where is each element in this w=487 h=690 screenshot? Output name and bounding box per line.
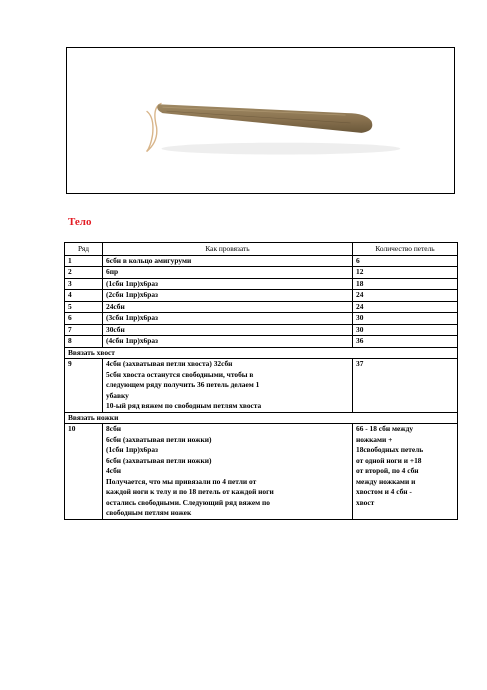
table-row <box>65 336 458 348</box>
row-count: 37 <box>353 359 458 413</box>
row-instruction: 30сбн <box>103 324 353 336</box>
row-number: 8 <box>65 336 103 348</box>
header-row: Ряд <box>65 243 103 256</box>
count-line: хвост <box>356 497 375 507</box>
count-line: хвостом и 4 сбн - <box>356 487 412 497</box>
row-count: 24 <box>353 290 458 302</box>
crochet-body-photo <box>66 47 455 194</box>
table-row <box>65 313 458 325</box>
row-count: 18 <box>353 278 458 290</box>
section-label: Ввязать хвост <box>65 347 458 359</box>
section-title: Тело <box>68 216 92 228</box>
pattern-table <box>64 242 458 520</box>
section-row-tail <box>65 347 458 359</box>
row-number: 9 <box>65 359 103 413</box>
instruction-line: следующем ряду получить 36 петель делаем 1 <box>106 380 260 390</box>
row-number: 6 <box>65 313 103 325</box>
instruction-line: каждой ноги к телу и по 18 петель от каждой ноги <box>106 487 274 497</box>
instruction-line: (1сбн 1пр)х6раз <box>106 445 159 455</box>
table-row <box>65 424 458 520</box>
section-row-legs <box>65 412 458 424</box>
row-number: 7 <box>65 324 103 336</box>
row-instruction <box>103 424 353 520</box>
count-line: между ножками и <box>356 476 416 486</box>
header-how: Как провязать <box>103 243 353 256</box>
table-row <box>65 267 458 279</box>
row-count: 24 <box>353 301 458 313</box>
count-line: 18свободных петель <box>356 445 424 455</box>
count-line: 66 - 18 сбн между <box>356 424 414 434</box>
instruction-line: убавку <box>106 390 129 400</box>
section-label: Ввязать ножки <box>65 412 458 424</box>
row-count: 6 <box>353 255 458 267</box>
instruction-line: 6сбн (захватывая петли ножки) <box>106 455 212 465</box>
row-count <box>353 424 458 520</box>
table-row <box>65 278 458 290</box>
header-count: Количество петель <box>353 243 458 256</box>
instruction-line: 4сбн (захватывая петли хвоста) 32сбн <box>106 359 233 369</box>
row-instruction <box>103 359 353 413</box>
instruction-line: 6сбн (захватывая петли ножки) <box>106 434 212 444</box>
row-instruction: (2сбн 1пр)х6раз <box>103 290 353 302</box>
instruction-line: Получается, что мы привязали по 4 петли от <box>106 476 257 486</box>
instruction-line: 4сбн <box>106 466 122 476</box>
table-row <box>65 301 458 313</box>
row-count: 30 <box>353 324 458 336</box>
instruction-line: 10-ый ряд вяжем по свободным петлям хвоста <box>106 401 262 411</box>
instruction-line: свободным петлям ножек <box>106 508 192 518</box>
row-number: 5 <box>65 301 103 313</box>
row-count: 30 <box>353 313 458 325</box>
instruction-line: остались свободными. Следующий ряд вяжем по <box>106 497 270 507</box>
table-row <box>65 290 458 302</box>
table-row <box>65 359 458 413</box>
row-count: 36 <box>353 336 458 348</box>
count-line: от одной ноги и +18 <box>356 455 422 465</box>
table-row <box>65 255 458 267</box>
row-instruction: (3сбн 1пр)х6раз <box>103 313 353 325</box>
row-instruction: (4сбн 1пр)х6раз <box>103 336 353 348</box>
instruction-line: 5сбн хвоста останутся свободными, чтобы в <box>106 369 254 379</box>
row-number: 1 <box>65 255 103 267</box>
row-instruction: (1сбн 1пр)х6раз <box>103 278 353 290</box>
row-number: 3 <box>65 278 103 290</box>
count-line: ножками + <box>356 434 393 444</box>
table-row <box>65 324 458 336</box>
row-count: 12 <box>353 267 458 279</box>
row-instruction: 6сбн в кольцо амигуруми <box>103 255 353 267</box>
row-number: 4 <box>65 290 103 302</box>
row-instruction: 24сбн <box>103 301 353 313</box>
count-line: от второй, по 4 сбн <box>356 466 419 476</box>
row-instruction: 6пр <box>103 267 353 279</box>
row-number: 10 <box>65 424 103 520</box>
row-number: 2 <box>65 267 103 279</box>
table-header-row <box>65 243 458 256</box>
instruction-line: 8сбн <box>106 424 122 434</box>
